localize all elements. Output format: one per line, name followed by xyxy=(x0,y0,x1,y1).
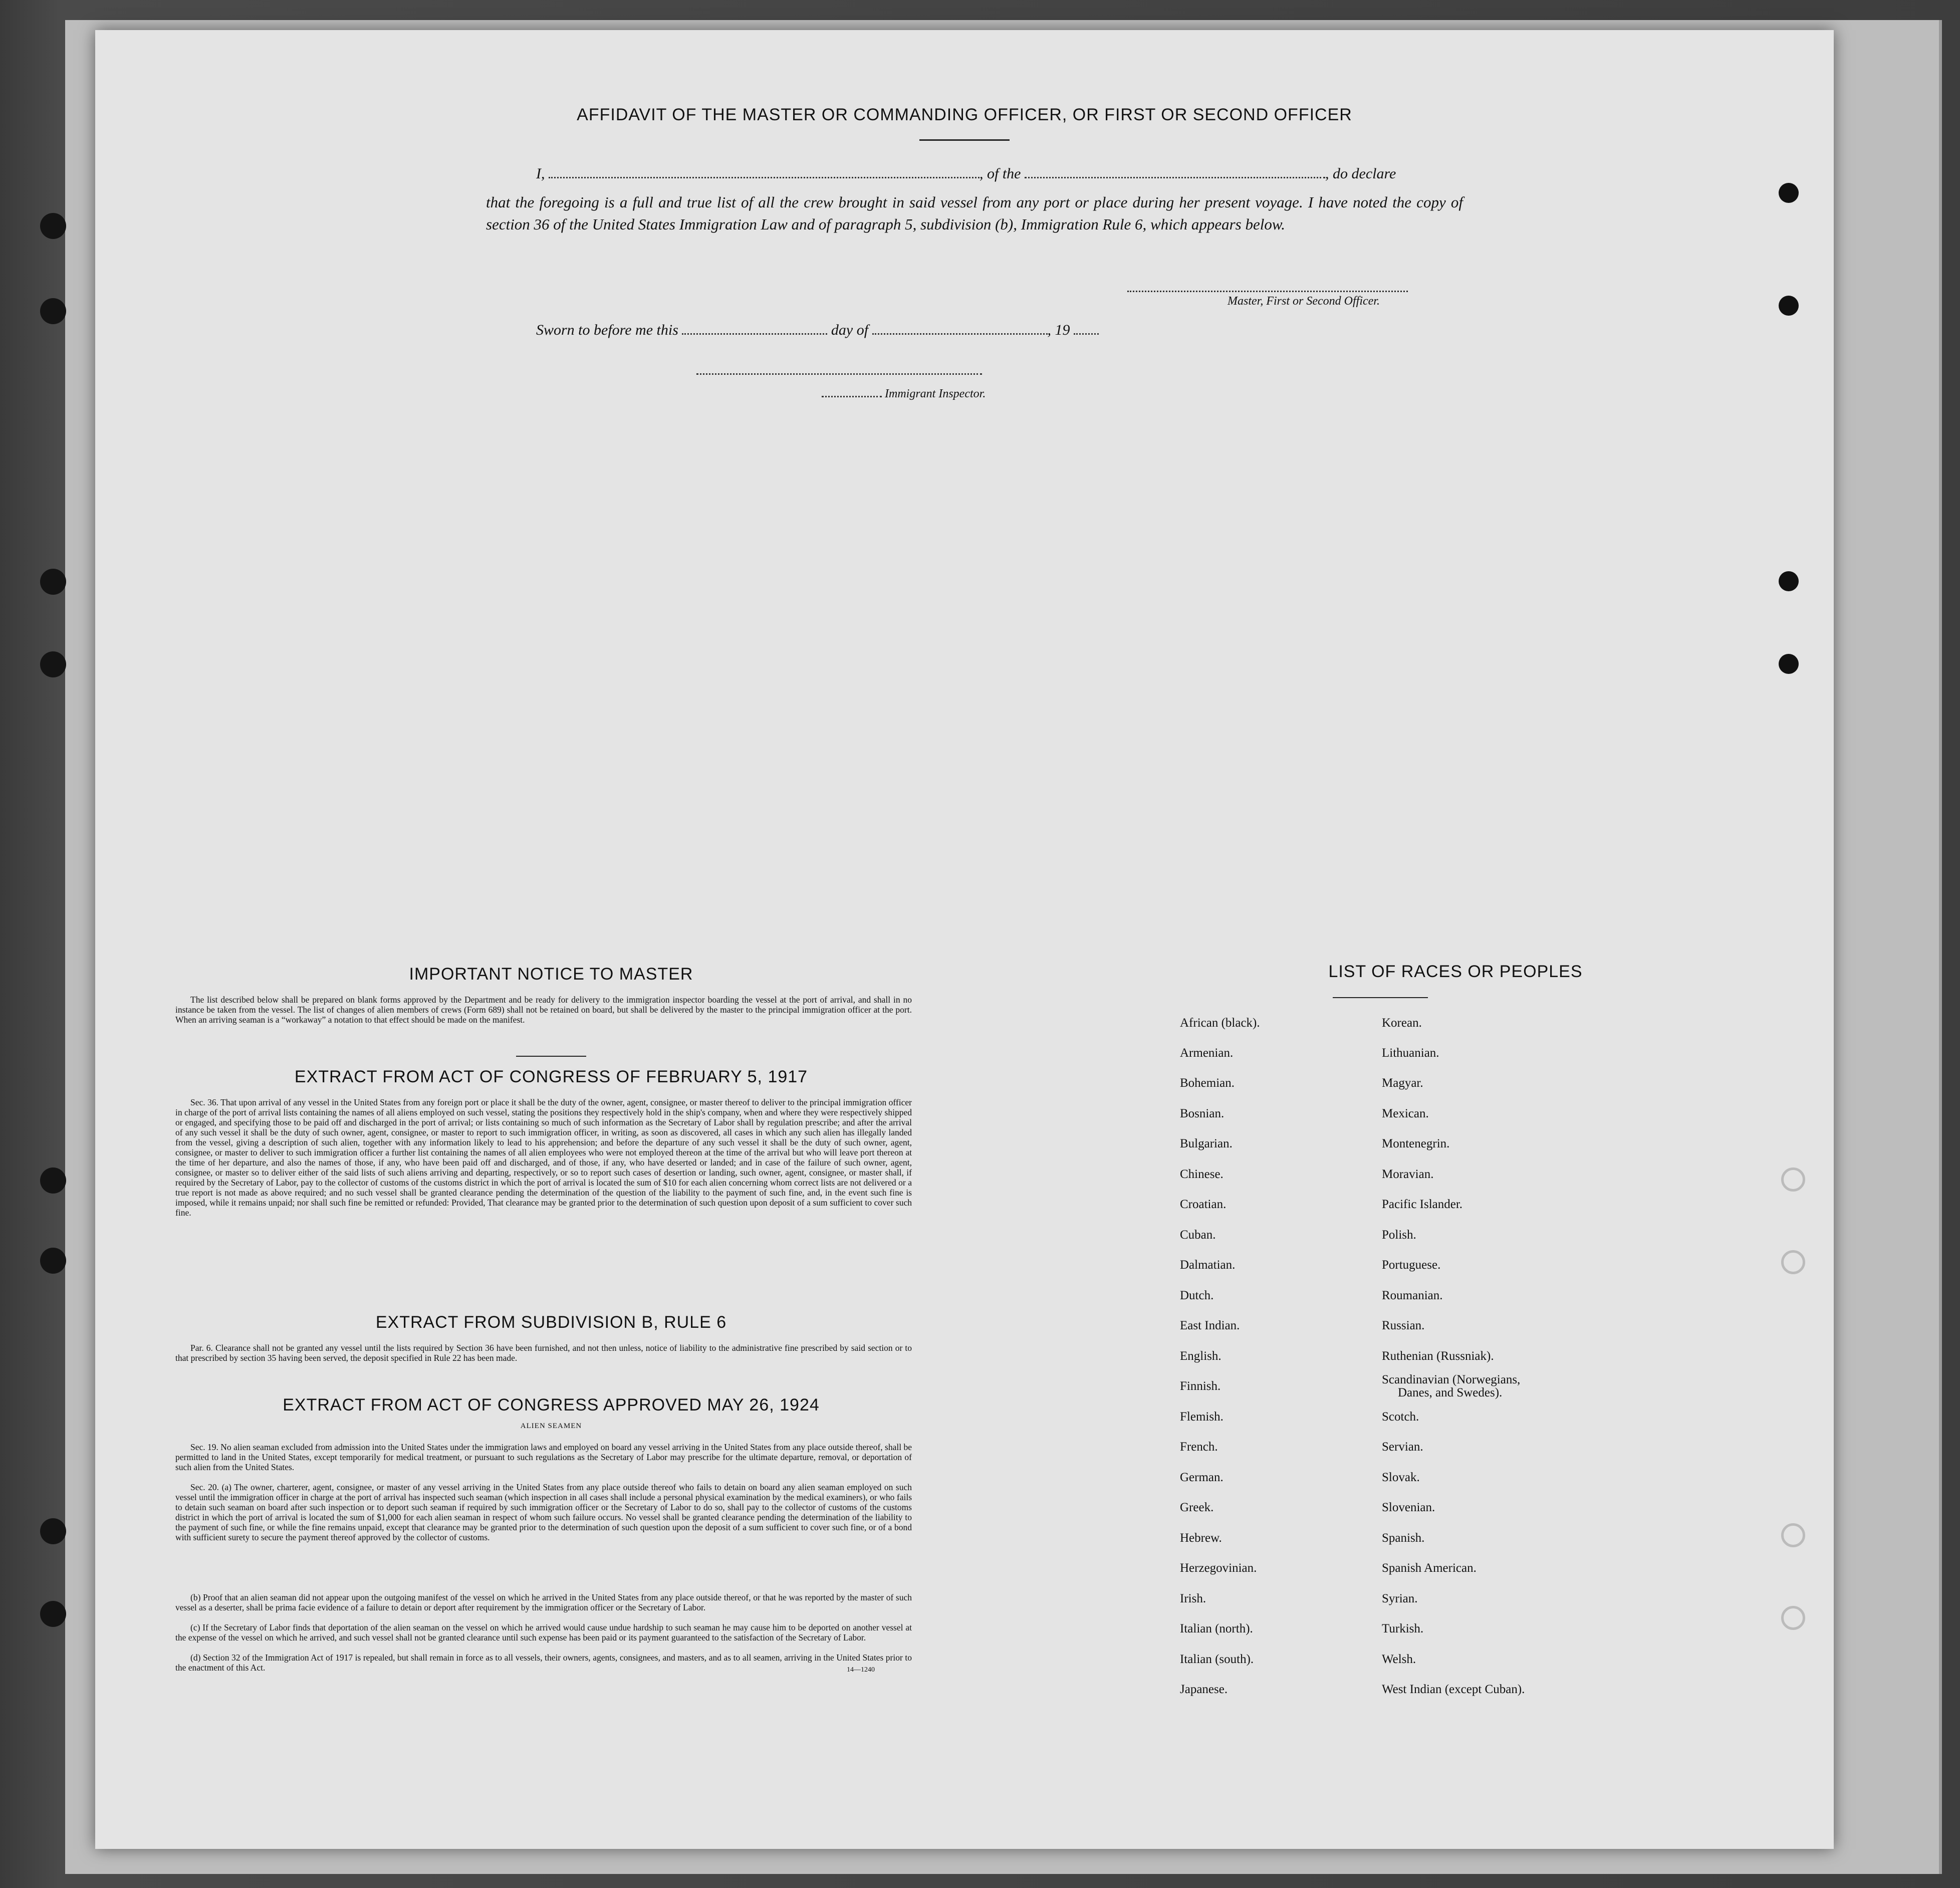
of-the-label: , of the xyxy=(979,165,1021,182)
race-item: Slovenian. xyxy=(1382,1501,1435,1514)
sworn-line xyxy=(536,322,1099,339)
inspector-line xyxy=(822,387,986,401)
race-item: Flemish. xyxy=(1180,1410,1223,1424)
notice-text: The list described below shall be prepared on blank forms approved by the Department and be ready for delivery to the immigration inspector boarding the vessel at the port of arrival, and shall in no instance be taken from the vessel. The list of changes of alien members of crews (Form 689) shall not be retained on board, but shall be delivered by the master to the principal immigration officer at the port. When an arriving seaman is a “workaway” a notation to that effect should be made on the manifest. xyxy=(175,995,912,1025)
punch-hole-icon xyxy=(1779,183,1799,203)
binder-hole-icon xyxy=(40,1518,66,1544)
race-item: Danes, and Swedes). xyxy=(1398,1386,1503,1399)
sec20b-text: (b) Proof that an alien seaman did not appear upon the outgoing manifest of the vessel on which he arrived in the United States from any place outside thereof, or that he was reported by the master of such vessel as a deserter, shall be prima facie evidence of a failure to detain or deport after requirement by the immigration officer or the Secretary of Labor. xyxy=(175,1592,912,1612)
inspector-label: Immigrant Inspector. xyxy=(885,387,986,400)
race-item: Hebrew. xyxy=(1180,1531,1222,1545)
race-item: Moravian. xyxy=(1382,1167,1434,1181)
race-item: Ruthenian (Russniak). xyxy=(1382,1349,1494,1363)
sec20d-text: (d) Section 32 of the Immigration Act of 1917 is repealed, but shall remain in force as to all vessels, their owners, agents, consignees, and masters, and as to all seamen, arriving in the United States prior to the enactment of this Act. xyxy=(175,1653,912,1673)
master-signature-field[interactable] xyxy=(1127,291,1408,292)
inspector-signature-field[interactable] xyxy=(696,373,982,375)
race-item: Lithuanian. xyxy=(1382,1046,1439,1060)
vessel-name-field[interactable] xyxy=(1025,177,1325,178)
race-item: Bulgarian. xyxy=(1180,1137,1233,1150)
sec20a-text: Sec. 20. (a) The owner, charterer, agent, consignee, or master of any vessel arriving in the United States from any place outside thereof who fails to detain on board any alien seaman employed on such vessel until the immigration officer in charge at the port of arrival has inspected such seaman (which inspection in all cases shall include a personal physical examination by the medical examiners), or who fails to detain such seaman on board after such inspection or to deport such seaman if required by such immigration officer or the Secretary of Labor to do so, shall pay to the collector of customs of the customs district in which the port of arrival is located the sum of $1,000 for each alien seaman in respect of whom such failure occurs. No vessel shall be granted clearance pending the determination of the liability to the payment of such fine, or while the fine remains unpaid, except that clearance may be granted prior to the determination of such question upon the deposit of a sum sufficient to cover such fine, or of a bond with sufficient surety to secure the payment thereof approved by the collector of customs. xyxy=(175,1482,912,1542)
sec19-text: Sec. 19. No alien seaman excluded from admission into the United States under the immigration laws and employed on board any vessel arriving in the United States from any place outside thereof, shall be permitted to land in the United States, except temporarily for medical treatment, or pursuant to such regulations as the Secretary of Labor may prescribe for the ultimate departure, removal, or deportation of such alien from the United States. xyxy=(175,1442,912,1472)
race-item: Dutch. xyxy=(1180,1289,1214,1302)
form-number: 14—1240 xyxy=(847,1666,875,1674)
punch-hole-icon xyxy=(1779,296,1799,316)
race-item: Bohemian. xyxy=(1180,1076,1235,1090)
race-item: Pacific Islander. xyxy=(1382,1198,1463,1211)
race-item: French. xyxy=(1180,1440,1218,1454)
race-item: Cuban. xyxy=(1180,1228,1216,1242)
binder-hole-icon xyxy=(40,651,66,677)
do-declare-label: , do declare xyxy=(1325,165,1396,182)
race-item: Syrian. xyxy=(1382,1592,1418,1605)
declarant-name-field[interactable] xyxy=(549,177,979,178)
race-item: Servian. xyxy=(1382,1440,1423,1454)
extract-1917-title: EXTRACT FROM ACT OF CONGRESS OF FEBRUARY 5, 1917 xyxy=(294,1067,808,1086)
binder-hole-icon xyxy=(40,569,66,595)
punch-hole-icon xyxy=(1781,1606,1805,1630)
punch-hole-icon xyxy=(1779,654,1799,674)
race-item: Welsh. xyxy=(1382,1653,1416,1666)
document-page xyxy=(95,30,1834,1849)
race-item: East Indian. xyxy=(1180,1319,1240,1332)
extract-rule6-title: EXTRACT FROM SUBDIVISION B, RULE 6 xyxy=(375,1313,727,1332)
race-item: Chinese. xyxy=(1180,1167,1223,1181)
binder-hole-icon xyxy=(40,1248,66,1274)
race-item: Greek. xyxy=(1180,1501,1214,1514)
sworn-month-field[interactable] xyxy=(872,333,1048,335)
divider xyxy=(1333,997,1428,998)
declarant-prefix: I, xyxy=(536,165,545,182)
race-item: African (black). xyxy=(1180,1016,1260,1030)
race-item: Scotch. xyxy=(1382,1410,1419,1424)
sworn-day-of-label: day of xyxy=(831,322,869,338)
declarant-line xyxy=(536,165,1396,182)
declaration-text: that the foregoing is a full and true list of all the crew brought in said vessel from any port or place during her present voyage. I have noted the copy of section 36 of the United States Immigration Law and of paragraph 5, subdivision (b), Immigration Rule 6, which appears below. xyxy=(486,193,1463,233)
inspector-name-field[interactable] xyxy=(822,396,882,397)
race-item: Russian. xyxy=(1382,1319,1425,1332)
race-item: Italian (north). xyxy=(1180,1622,1253,1635)
binder-hole-icon xyxy=(40,298,66,324)
race-item: Scandinavian (Norwegians, xyxy=(1382,1373,1521,1386)
race-item: Slovak. xyxy=(1382,1471,1420,1484)
race-item: Japanese. xyxy=(1180,1683,1228,1696)
race-item: Bosnian. xyxy=(1180,1107,1224,1120)
sworn-year-field[interactable] xyxy=(1074,333,1099,335)
punch-hole-icon xyxy=(1781,1250,1805,1274)
notice-title: IMPORTANT NOTICE TO MASTER xyxy=(409,965,693,984)
race-item: Herzegovinian. xyxy=(1180,1561,1257,1575)
races-title: LIST OF RACES OR PEOPLES xyxy=(1328,962,1583,981)
race-item: Dalmatian. xyxy=(1180,1258,1236,1272)
race-item: Finnish. xyxy=(1180,1379,1221,1393)
race-item: Italian (south). xyxy=(1180,1653,1254,1666)
race-item: Korean. xyxy=(1382,1016,1422,1030)
race-item: Portuguese. xyxy=(1382,1258,1441,1272)
master-signature-label: Master, First or Second Officer. xyxy=(1228,295,1380,308)
punch-hole-icon xyxy=(1781,1167,1805,1192)
sworn-year-label: , 19 xyxy=(1047,322,1070,338)
race-item: English. xyxy=(1180,1349,1221,1363)
binder-hole-icon xyxy=(40,1167,66,1194)
race-item: Montenegrin. xyxy=(1382,1137,1450,1150)
affidavit-title: AFFIDAVIT OF THE MASTER OR COMMANDING OFFICER, OR FIRST OR SECOND OFFICER xyxy=(577,105,1352,124)
extract-1917-text: Sec. 36. That upon arrival of any vessel in the United States from any foreign port or place it shall be the duty of the owner, agent, consignee, or master thereof to deliver to the principal immigration officer in charge of the port of arrival lists containing the names of all aliens employed on such vessel, stating the positions they respectively hold in the ship's company, when and where they were respectively shipped or engaged, and specifying those to be paid off and discharged in the port of arrival; or lists containing so much of such information as the Secretary of Labor shall by regulation prescribe; and after the arrival of any such vessel it shall be the duty of such owner, agent, consignee, or master to report to such immigration officer, in writing, as soon as discovered, all cases in which any such alien has illegally landed from the vessel, giving a description of such alien, together with any information likely to lead to his apprehension; and before the departure of any such vessel it shall be the duty of such owner, agent, consignee, or master to deliver to such immigration officer a further list containing the names of all alien employees who were not employed thereon at the time of the arrival but who will leave port thereon at the time of her departure, and also the names of those, if any, who have been paid off and discharged, and of those, if any, who have deserted or landed; and in case of the failure of such owner, agent, consignee, or master so to deliver either of the said lists of such aliens arriving and departing, respectively, or so to report such cases of desertion or landing, such owner, agent, consignee, or master shall, if required by the Secretary of Labor, pay to the collector of customs of the customs district in which the port of arrival is located the sum of $10 for each alien concerning whom correct lists are not delivered or a true report is not made as above required; and no such vessel shall be granted clearance pending the determination of the question of the liability to the payment of such fine, and, in the event such fine is imposed, while it remains unpaid; nor shall such fine be remitted or refunded: Provided, That clearance may be granted prior to the determination of such question upon deposit of a sum sufficient to cover such fine. xyxy=(175,1097,912,1218)
race-item: Spanish. xyxy=(1382,1531,1425,1545)
race-item: Magyar. xyxy=(1382,1076,1423,1090)
race-item: Croatian. xyxy=(1180,1198,1227,1211)
binder-hole-icon xyxy=(40,213,66,239)
race-item: Polish. xyxy=(1382,1228,1416,1242)
punch-hole-icon xyxy=(1779,571,1799,591)
extract-1924-title: EXTRACT FROM ACT OF CONGRESS APPROVED MAY 26, 1924 xyxy=(283,1395,820,1414)
alien-seamen-subheading: ALIEN SEAMEN xyxy=(520,1422,582,1430)
sworn-date-field[interactable] xyxy=(682,333,827,335)
binder-hole-icon xyxy=(40,1601,66,1627)
race-item: Irish. xyxy=(1180,1592,1206,1605)
race-item: West Indian (except Cuban). xyxy=(1382,1683,1525,1696)
race-item: German. xyxy=(1180,1471,1223,1484)
sworn-prefix: Sworn to before me this xyxy=(536,322,678,338)
race-item: Armenian. xyxy=(1180,1046,1234,1060)
extract-rule6-text: Par. 6. Clearance shall not be granted any vessel until the lists required by Section 36 have been furnished, and not then unless, notice of liability to the administrative fine prescribed by said section or to that prescribed by section 35 having been served, the deposit specified in Rule 22 has been made. xyxy=(175,1343,912,1363)
sec20c-text: (c) If the Secretary of Labor finds that deportation of the alien seaman on the vessel on which he arrived would cause undue hardship to such seaman he may cause him to be deported on another vessel at the expense of the vessel on which he arrived, and such vessel shall not be granted clearance until such expense has been paid or its payment guaranteed to the satisfaction of the Secretary of Labor. xyxy=(175,1622,912,1642)
race-item: Mexican. xyxy=(1382,1107,1429,1120)
race-item: Turkish. xyxy=(1382,1622,1424,1635)
divider xyxy=(516,1056,586,1057)
punch-hole-icon xyxy=(1781,1523,1805,1547)
race-item: Spanish American. xyxy=(1382,1561,1477,1575)
race-item: Roumanian. xyxy=(1382,1289,1443,1302)
divider xyxy=(919,139,1010,141)
